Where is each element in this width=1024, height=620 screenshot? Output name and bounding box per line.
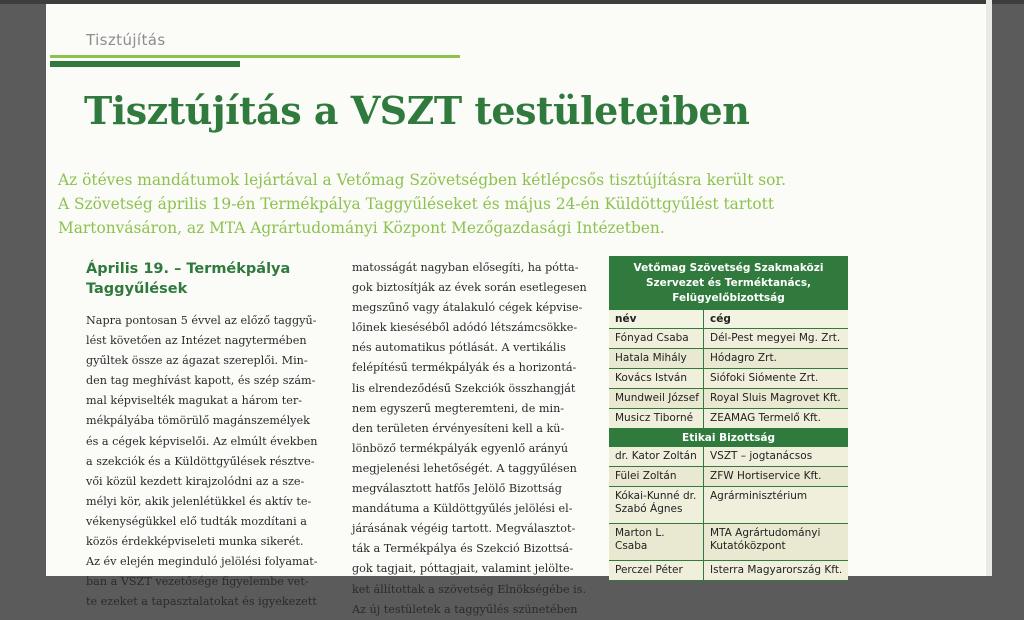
- body-line: ket állítottak a szövetség Elnökségébe is.: [352, 582, 587, 596]
- member-name: Kovács István: [609, 369, 704, 388]
- header-rule-light: [50, 55, 460, 58]
- section-label: Tisztújítás: [86, 31, 166, 49]
- body-line: megszűnő vagy átalakuló cégek képvise-: [352, 301, 583, 315]
- body-line: vői közül kezdett kirajzolódni az a sze-: [86, 474, 305, 488]
- body-line: ták a Termékpálya és Szekció Bizottsá-: [352, 542, 573, 556]
- table-row: [609, 329, 848, 349]
- member-company: Siófoki Sióмente Zrt.: [710, 372, 819, 384]
- lead-line: Martonvásáron, az MTA Agrártudományi Központ Mezőgazdasági Intézetben.: [58, 219, 665, 237]
- body-line: vékenységükkel elő tudták mozdítani a: [86, 514, 307, 528]
- body-line: lőinek kieséséből adódó létszámcsökke-: [352, 321, 578, 335]
- table-row: [609, 561, 848, 581]
- header-rule-dark: [50, 61, 240, 67]
- body-column-2: [352, 258, 597, 620]
- body-line: nés automatikus pótlását. A vertikális: [352, 341, 566, 355]
- body-line: Az új testületek a taggyűlés szünetében: [352, 602, 578, 616]
- table-title-line: Vetőmag Szövetség Szakmaközi: [633, 262, 824, 274]
- table-row: [609, 389, 848, 409]
- body-line: den területen érvényesíteni kell a kü-: [352, 421, 565, 435]
- body-line: lis elrendeződésű Szekciók összhangját: [352, 381, 576, 395]
- body-line: mélyi kör, akik jelenlétükkel és aktív te-: [86, 494, 312, 508]
- subhead-line: Április 19. – Termékpálya: [86, 261, 291, 277]
- ethics-committee-rows: [609, 447, 848, 581]
- table-title: [609, 256, 848, 310]
- member-name: Fülei Zoltán: [609, 467, 704, 486]
- body-line: te ezeket a tapasztalatokat és igyekezett: [86, 595, 317, 609]
- member-company: VSZT – jogtanácsos: [710, 450, 813, 462]
- table-row: [609, 349, 848, 369]
- ethics-committee-heading: Etikai Bizottság: [609, 429, 848, 447]
- body-line: nem egyszerű megteremteni, de min-: [352, 401, 565, 415]
- board-members-table: [609, 256, 848, 581]
- body-line: megjelenési lehetőségét. A taggyűlésen: [352, 461, 577, 475]
- member-name: Mundweil József: [609, 389, 704, 408]
- body-line: gok biztosítják az évek során esetlegesen: [352, 281, 587, 295]
- member-company: MTA Agrártudományi Kutatóközpont: [710, 527, 821, 552]
- body-line: Napra pontosan 5 évvel az előző taggyű-: [86, 314, 317, 327]
- member-company: Dél-Pest megyei Mg. Zrt.: [710, 332, 841, 344]
- member-company: Agrárminisztérium: [710, 490, 808, 502]
- body-line: lönböző termékpályák egyenlő arányú: [352, 441, 569, 455]
- member-company: ZEAMAG Termelő Kft.: [710, 412, 821, 424]
- header-name: név: [609, 310, 704, 328]
- body-line: megválasztott hatfős Jelölő Bizottság: [352, 482, 562, 496]
- body-line: matosságát nagyban elősegíti, ha pótta-: [352, 261, 579, 274]
- lead-line: Az ötéves mandátumok lejártával a Vetőmag Szövetségben kétlépcsős tisztújításra került sor.: [58, 171, 786, 189]
- article-headline: Tisztújítás a VSZT testületeiben: [84, 88, 750, 133]
- body-line: közös érdekképviseleti munka sikerét.: [86, 535, 304, 549]
- member-company: Royal Sluis Magrovet Kft.: [710, 392, 841, 404]
- table-header-row: [609, 310, 848, 329]
- lead-line: A Szövetség április 19-én Termékpálya Taggyűléseket és május 24-én Küldöttgyűlést tartott: [58, 195, 775, 213]
- member-name: Kókai-Kunné dr. Szabó Ágnes: [609, 487, 704, 523]
- body-line: ban a VSZT vezetősége figyelembe vet-: [86, 575, 309, 589]
- table-row: [609, 467, 848, 487]
- table-row: [609, 447, 848, 467]
- table-row: [609, 409, 848, 429]
- body-line: járásának végéig tartott. Megválasztot-: [352, 522, 576, 536]
- table-row: [609, 369, 848, 389]
- table-title-line: Felügyelőbizottság: [672, 292, 785, 304]
- subhead-line: Taggyűlések: [86, 281, 188, 297]
- member-name: Fónyad Csaba: [609, 329, 704, 348]
- header-company: cég: [710, 313, 731, 325]
- supervisory-board-rows: [609, 329, 848, 429]
- article-lead: [58, 168, 878, 240]
- body-line: Az év elején meginduló jelölési folyamat-: [86, 555, 318, 569]
- body-line: gok tagjait, póttagjait, valamint jelölte-: [352, 562, 574, 576]
- body-line: den tag meghívást kapott, és szép szám-: [86, 374, 316, 388]
- body-line: mandátuma a Küldöttgyűlés jelölési el-: [352, 502, 573, 516]
- member-name: Marton L. Csaba: [609, 524, 704, 560]
- table-title-line: Szervezet és Terméktanács,: [645, 277, 812, 289]
- body-line: és a cégek képviselői. Az elmúlt években: [86, 434, 318, 448]
- page-edge: [986, 0, 992, 576]
- table-row: [609, 524, 848, 561]
- body-line: gyűltek össze az ágazat szereplői. Min-: [86, 354, 308, 368]
- body-line: felépítésű termékpályák és a horizontá-: [352, 361, 577, 375]
- body-line: mal képviselték magukat a három ter-: [86, 394, 303, 408]
- body-column-1: [86, 311, 331, 612]
- body-line: mékpályába tömörülő magánszemélyek: [86, 414, 310, 428]
- body-line: lést követően az Intézet nagytermében: [86, 334, 307, 348]
- body-line: a szekciók és a Küldöttgyűlések résztve-: [86, 454, 315, 468]
- table-row: [609, 487, 848, 524]
- member-name: Perczel Péter: [609, 561, 704, 580]
- article-subheading: [86, 259, 290, 299]
- member-company: ZFW Hortiservice Kft.: [710, 470, 822, 482]
- member-name: Musicz Tiborné: [609, 409, 704, 428]
- member-company: Isterra Magyarország Kft.: [710, 564, 843, 576]
- member-name: Hatala Mihály: [609, 349, 704, 368]
- member-name: dr. Kator Zoltán: [609, 447, 704, 466]
- member-company: Hódagro Zrt.: [710, 352, 777, 364]
